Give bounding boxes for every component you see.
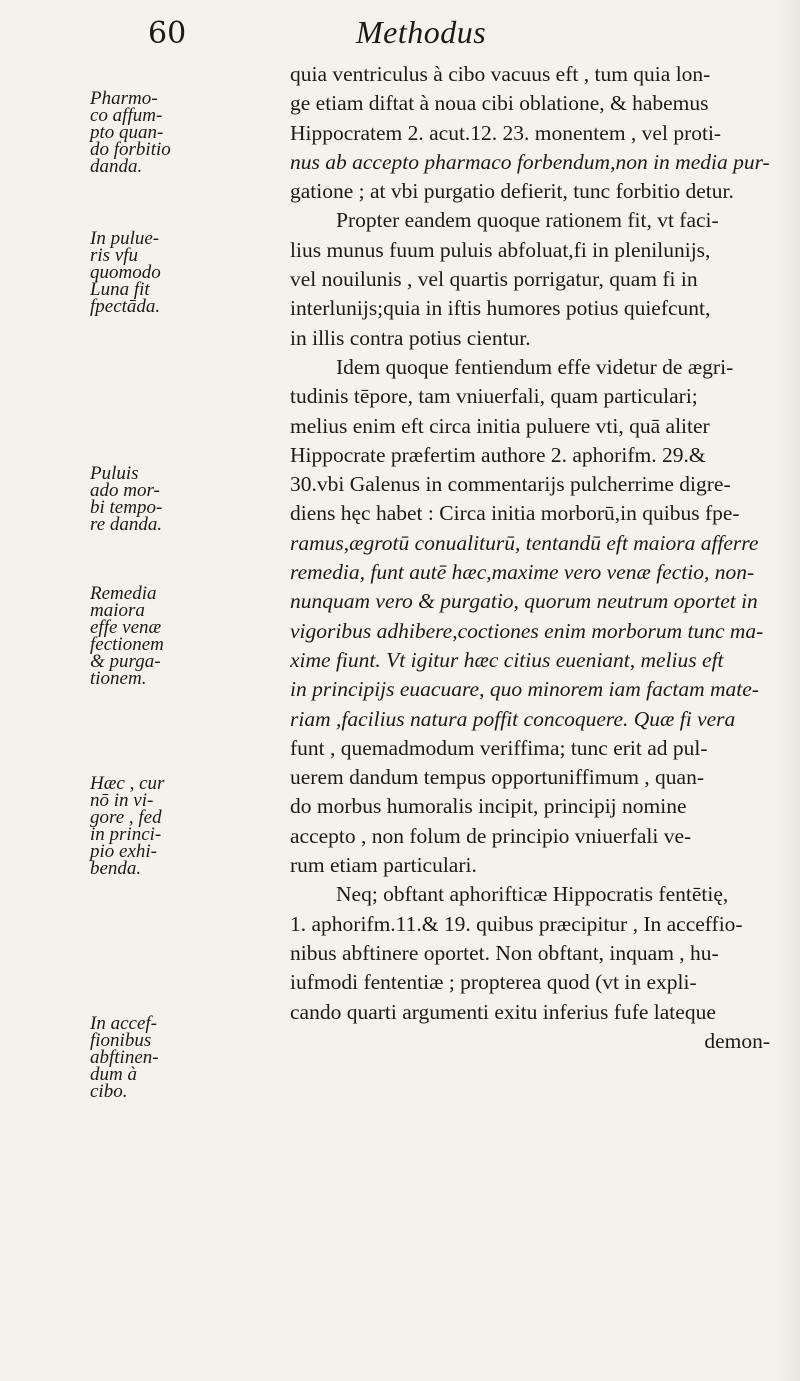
- margin-note-line: & purga-: [90, 651, 161, 672]
- margin-note-line: In accef-: [90, 1013, 157, 1034]
- margin-note-line: In pulue-: [90, 228, 160, 249]
- main-text: [290, 60, 770, 1056]
- margin-note-line: co affum-: [90, 105, 163, 126]
- running-head: Methodus: [356, 14, 487, 50]
- text-line: xime fiunt. Vt igitur hæc citius eueniant, melius eft: [290, 647, 724, 672]
- text-line: 30.vbi Galenus in commentarijs pulcherrime digre-: [290, 472, 731, 497]
- margin-note-line: ado mor-: [90, 480, 160, 501]
- text-line: do morbus humoralis incipit, principij nomine: [290, 794, 687, 819]
- text-line: ramus,ægrotū conualiturū, tentandū eft maiora afferre: [290, 530, 759, 555]
- margin-note-line: in princi-: [90, 824, 162, 845]
- margin-note-line: Puluis: [90, 463, 139, 484]
- margin-note-line: re danda.: [90, 514, 163, 535]
- margin-note-line: Luna fit: [90, 279, 150, 300]
- margin-note-line: pto quan-: [90, 122, 164, 143]
- text-line: Neq; obftant aphorifticæ Hippocratis fentētię,: [336, 882, 729, 907]
- margin-note-line: Pharmo-: [90, 88, 158, 109]
- text-line: ge etiam diftat à noua cibi oblatione, & habemus: [290, 91, 709, 116]
- margin-note-line: gore , fed: [90, 807, 162, 828]
- margin-note-line: dum à: [90, 1064, 137, 1085]
- margin-note-line: fpectāda.: [90, 296, 161, 317]
- margin-note-luna: [90, 230, 161, 315]
- margin-note-line: maiora: [90, 600, 145, 621]
- margin-note-line: ris vfu: [90, 245, 139, 266]
- text-line: nus ab accepto pharmaco forbendum,non in media pur-: [290, 149, 770, 174]
- text-line: diens hęc habet : Circa initia morborū,in quibus fpe-: [290, 501, 740, 526]
- margin-note-line: Hæc , cur: [90, 773, 165, 794]
- margin-note-line: cibo.: [90, 1081, 128, 1102]
- margin-note-line: bi tempo-: [90, 497, 163, 518]
- text-line: rum etiam particulari.: [290, 853, 477, 878]
- page-number: 60: [148, 16, 187, 51]
- text-line: cando quarti argumenti exitu inferius fufe lateque: [290, 999, 716, 1024]
- text-line: vigoribus adhibere,coctiones enim morborum tunc ma-: [290, 618, 764, 643]
- text-line: lius munus fuum puluis abfoluat,fi in plenilunijs,: [290, 237, 711, 262]
- margin-note-line: benda.: [90, 858, 142, 879]
- catchword: demon-: [704, 1028, 770, 1053]
- margin-note-line: danda.: [90, 156, 143, 177]
- margin-note-accessionibus: [90, 1015, 159, 1100]
- margin-note-pharmaco: [90, 90, 171, 175]
- text-line: quia ventriculus à cibo vacuus eft , tum quia lon-: [290, 62, 711, 86]
- page-header: [0, 14, 800, 54]
- text-line: funt , quemadmodum veriffima; tunc erit ad pul-: [290, 735, 708, 760]
- text-line: tudinis tēpore, tam vniuerfali, quam particulari;: [290, 384, 698, 409]
- margin-note-line: do forbitio: [90, 139, 171, 160]
- margin-note-line: quomodo: [90, 262, 161, 283]
- margin-note-line: abftinen-: [90, 1047, 159, 1068]
- margin-note-line: nō in vi-: [90, 790, 154, 811]
- text-line: Hippocrate præfertim authore 2. aphorifm. 29.&: [290, 442, 706, 467]
- margin-note-line: pio exhi-: [90, 841, 158, 862]
- margin-note-line: Remedia: [90, 583, 157, 604]
- text-line: Propter eandem quoque rationem fit, vt faci-: [336, 208, 719, 233]
- page-edge-shadow: [778, 0, 800, 1381]
- text-line: nunquam vero & purgatio, quorum neutrum oportet in: [290, 589, 758, 614]
- margin-note-line: fionibus: [90, 1030, 152, 1051]
- text-line: Idem quoque fentiendum effe videtur de ægri-: [336, 354, 734, 379]
- text-line: 1. aphorifm.11.& 19. quibus præcipitur , In acceffio-: [290, 911, 743, 936]
- text-line: in principijs euacuare, quo minorem iam factam mate-: [290, 677, 759, 702]
- text-line: in illis contra potius cientur.: [290, 325, 531, 350]
- text-line: nibus abftinere oportet. Non obftant, inquam , hu-: [290, 940, 719, 965]
- margin-note-vigore: [90, 775, 164, 877]
- margin-note-tempore: [90, 465, 162, 533]
- text-line: melius enim eft circa initia puluere vti, quā aliter: [290, 413, 710, 438]
- margin-note-line: effe venæ: [90, 617, 162, 638]
- text-line: Hippocratem 2. acut.12. 23. monentem , vel proti-: [290, 120, 722, 145]
- text-line: remedia, funt autē hæc,maxime vero venæ fectio, non-: [290, 560, 755, 585]
- text-line: uerem dandum tempus opportuniffimum , quan-: [290, 765, 705, 790]
- text-line: gatione ; at vbi purgatio defierit, tunc forbitio detur.: [290, 179, 734, 204]
- margin-note-line: tionem.: [90, 668, 147, 689]
- margin-note-line: fectionem: [90, 634, 164, 655]
- text-line: riam ,facilius natura poffit concoquere. Quæ fi vera: [290, 706, 736, 731]
- text-line: accepto , non folum de principio vniuerfali ve-: [290, 823, 692, 848]
- text-line: interlunijs;quia in iftis humores potius quiefcunt,: [290, 296, 711, 321]
- text-line: iufmodi fententiæ ; propterea quod (vt in expli-: [290, 970, 697, 995]
- margin-note-remedia: [90, 585, 164, 687]
- text-line: vel nouilunis , vel quartis porrigatur, quam fi in: [290, 267, 698, 292]
